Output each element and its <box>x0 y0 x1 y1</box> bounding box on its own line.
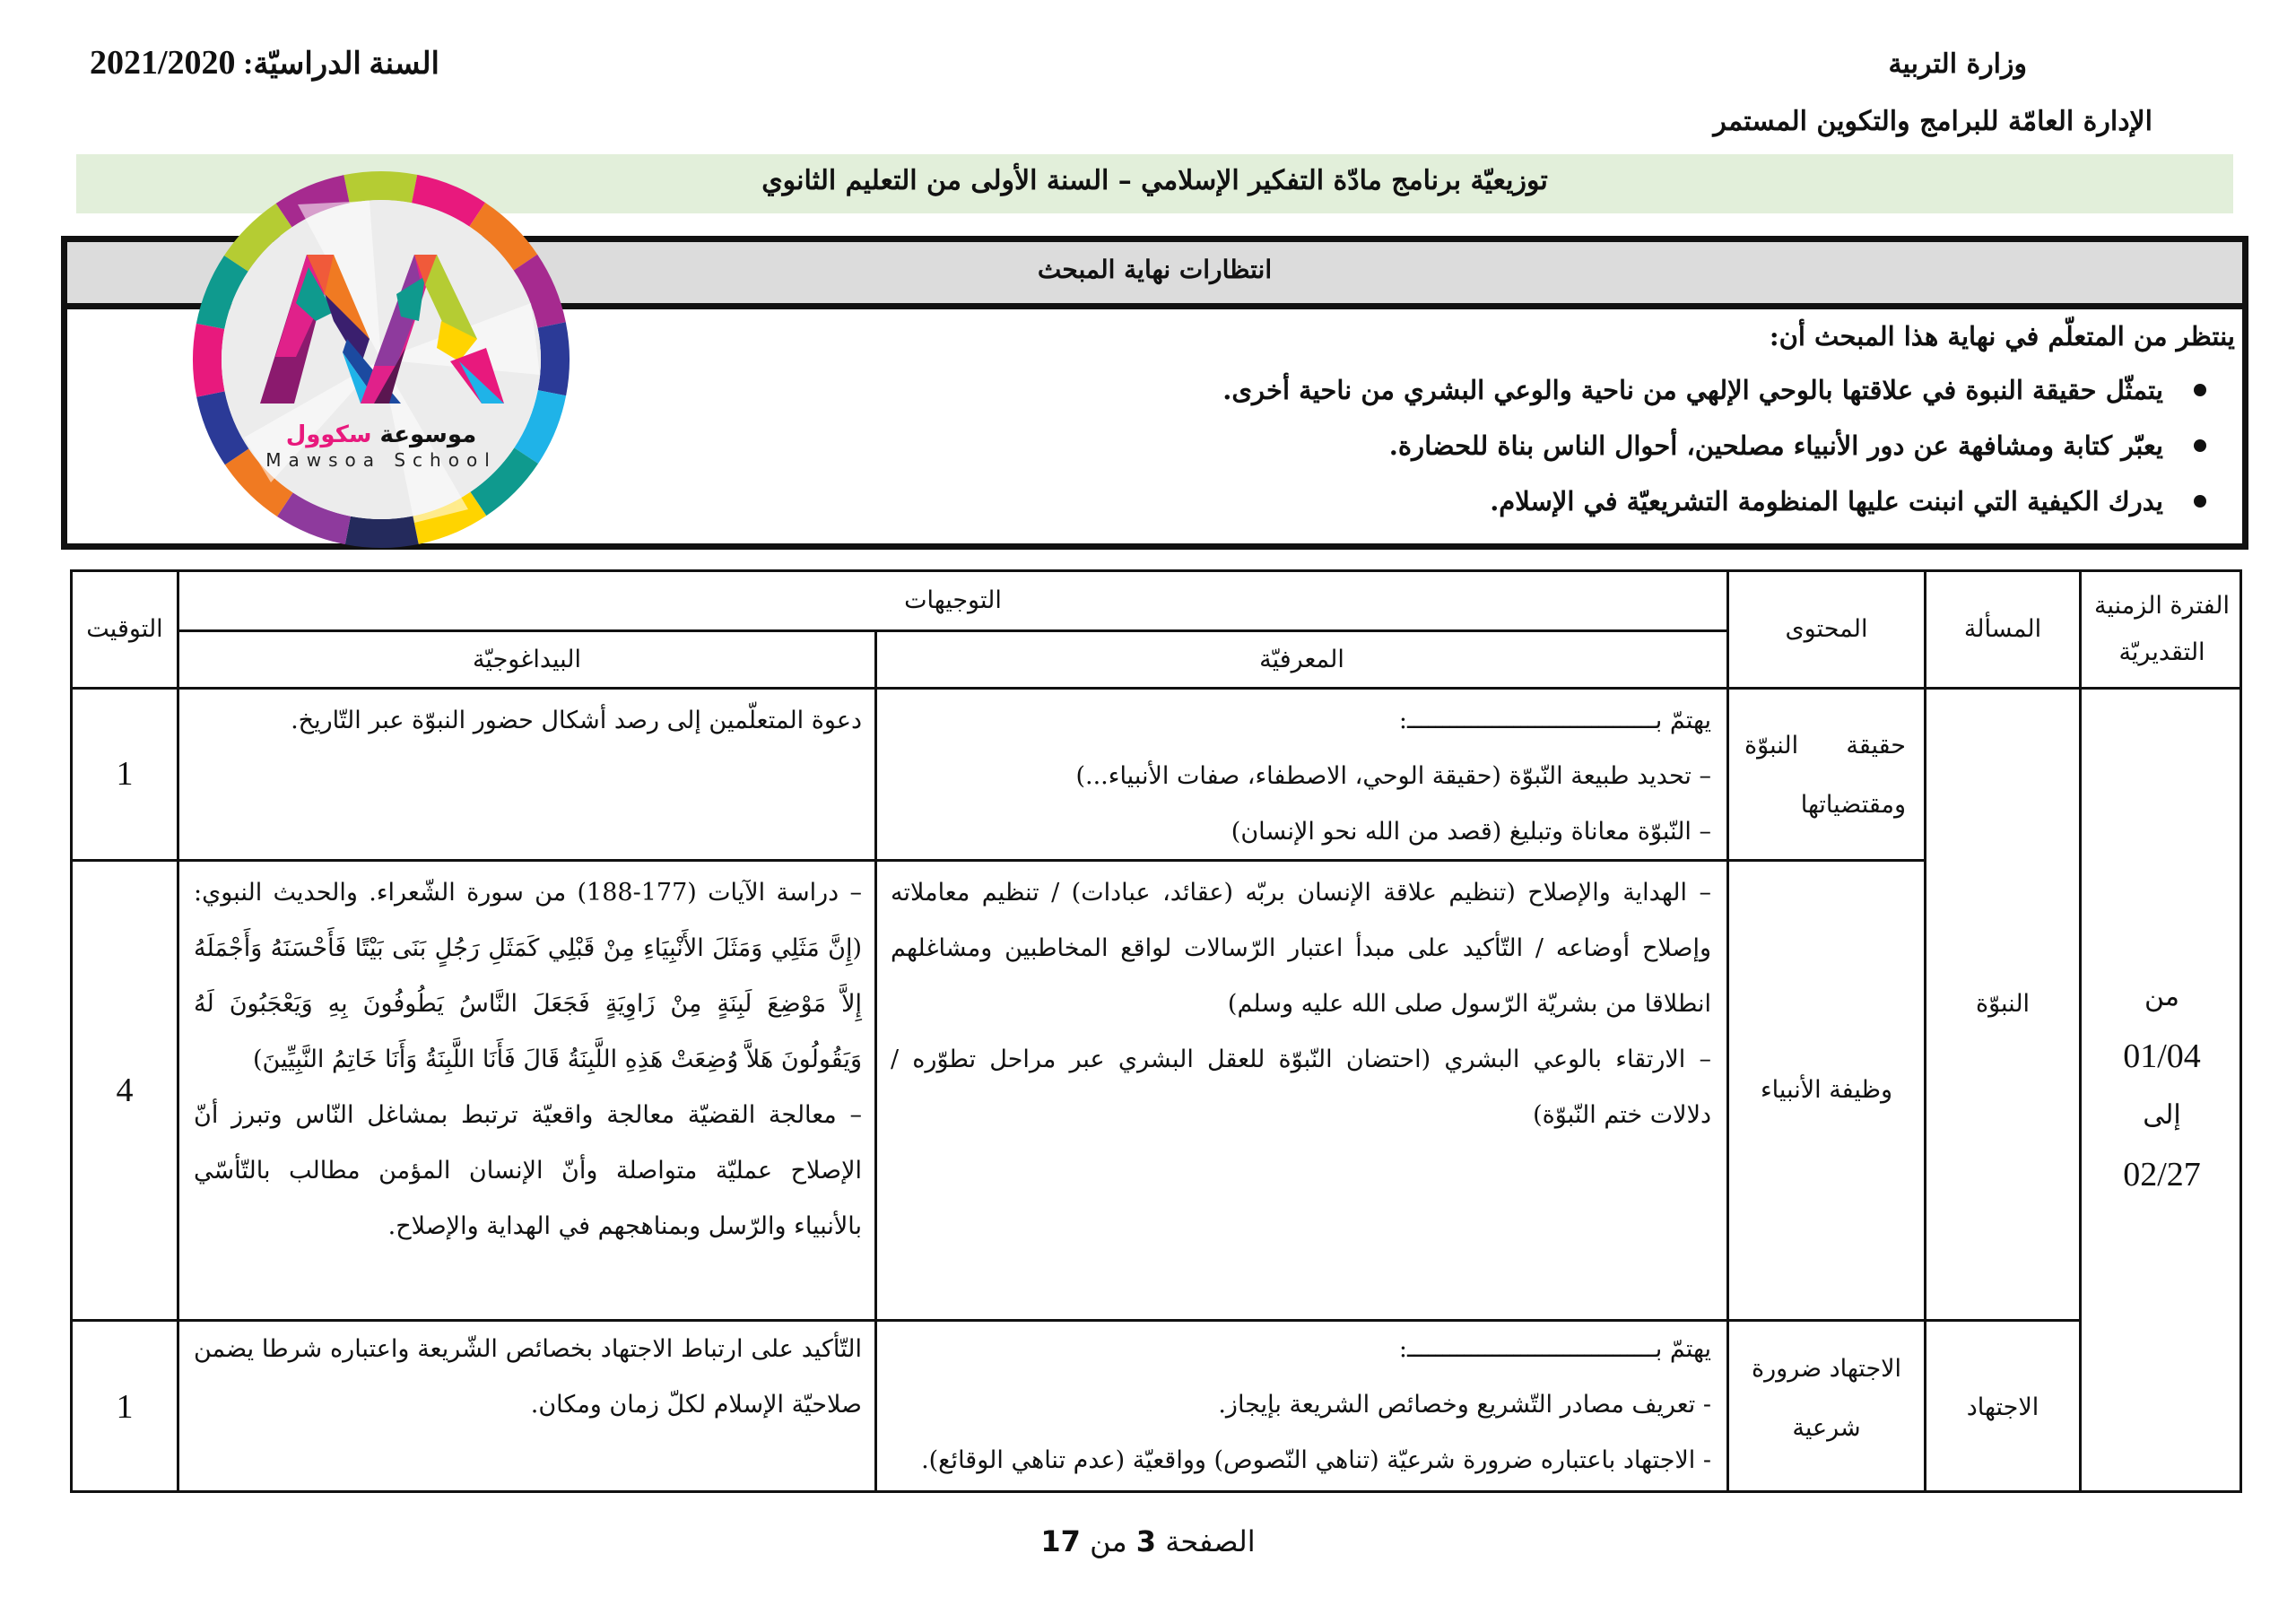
pedagogical-line: التّأكيد على ارتباط الاجتهاد بخصائص الشّريعة واعتباره شرطا يضمن صلاحيّة الإسلام لكلّ زمان ومكان. <box>194 1335 862 1419</box>
cognitive-line: – الارتقاء بالوعي البشري (احتضان النّبوّة للعقل البشري عبر مراحل تطوّره / دلالات ختم النّبوّة) <box>891 1046 1711 1129</box>
row1-pedagogical <box>194 690 862 749</box>
row1-timing: 1 <box>116 755 134 793</box>
logo-ring-segment <box>344 171 417 204</box>
row2-cognitive <box>891 862 1711 1143</box>
cognitive-line: - الاجتهاد باعتباره ضرورة شرعيّة (تناهي النّصوص) وواقعيّة (عدم تناهي الوقائع). <box>921 1446 1711 1474</box>
ministry-name: وزارة التربية <box>1888 48 2027 80</box>
period-cell <box>2082 690 2242 1493</box>
header-issue: المسألة <box>1963 615 2042 643</box>
row3-pedagogical <box>194 1322 862 1433</box>
header-pedagogical: البيداغوجيّة <box>472 646 582 673</box>
school-year <box>90 43 466 82</box>
header-guidance: التوجيهات <box>904 586 1002 614</box>
header-cognitive: المعرفيّة <box>1259 646 1344 673</box>
logo-ring-segment <box>193 324 225 397</box>
header-timing: التوقيت <box>86 615 163 643</box>
pedagogical-line: دعوة المتعلّمين إلى رصد أشكال حضور النبوّة عبر التّاريخ. <box>291 707 862 734</box>
pedagogical-line: – دراسة الآيات (177-188) من سورة الشّعراء. والحديث النبوي: (إِنَّ مَثَلِي وَمَثَلَ الأَنْبِيَاءِ مِنْ قَبْلِي كَمَثَلِ رَجُلٍ بَنَى بَيْتًا فَأَحْسَنَهُ وَأَجْمَلَهُ إِلاَّ مَوْضِعَ لَبِنَةٍ مِنْ زَاوِيَةٍ فَجَعَلَ النَّاسُ يَطُوفُونَ بِهِ وَيَعْجَبُونَ لَهُ وَيَقُولُونَ هَلاَّ وُضِعَتْ هَذِهِ اللَّبِنَةُ قَالَ فَأَنَا اللَّبِنَةُ وَأَنَا خَاتِمُ النَّبِيِّينَ) <box>194 879 862 1073</box>
period-from-date: 01/04 <box>2123 1037 2201 1075</box>
cognitive-line: – الهداية والإصلاح (تنظيم علاقة الإنسان بربّه (عقائد، عبادات) / تنظيم معاملاته وإصلاح أوضاعه / التّأكيد على مبدأ اعتبار الرّسالات لواقع المخاطبين ومشاغلهم انطلاقا من بشريّة الرّسول صلى الله عليه وسلم) <box>891 879 1711 1018</box>
page-label: الصفحة <box>1165 1524 1256 1558</box>
expectation-text: يعبّر كتابة ومشافهة عن دور الأنبياء مصلحين، أحوال الناس بناة للحضارة. <box>1388 430 2163 461</box>
issue-prophethood: النبوّة <box>1975 990 2031 1018</box>
expectations-heading: انتظارات نهاية المبحث <box>1037 255 1273 284</box>
logo-ring-segment <box>537 322 570 395</box>
header-period: الفترة الزمنية التقديريّة <box>2093 592 2231 666</box>
logo-arabic-text: موسوعة سكوول <box>285 421 477 448</box>
school-year-label: السنة الدراسيّة: <box>243 48 440 81</box>
pedagogical-line: – معالجة القضيّة معالجة واقعيّة ترتبط بمشاغل النّاس وتبرز أنّ الإصلاح عمليّة متواصلة وأنّ الإنسان المؤمن مطالب بالتّأسّي بالأنبياء والرّسل وبمناهجهم في الهداية والإصلاح. <box>194 1101 862 1240</box>
bullet-icon <box>2194 439 2206 452</box>
expectations-intro: ينتظر من المتعلّم في نهاية هذا المبحث أن: <box>1769 321 2235 352</box>
page-total: 17 <box>1040 1524 1081 1558</box>
mawsoa-school-logo <box>190 169 572 551</box>
school-year-value: 2021/2020 <box>90 44 236 82</box>
cognitive-line: يهتمّ بـــــــــــــــــــــــــــــــــــ: <box>1398 707 1711 734</box>
page-footer <box>0 1524 2296 1558</box>
bullet-icon <box>2194 495 2206 508</box>
row3-cognitive <box>891 1322 1711 1488</box>
row2-content: وظيفة الأنبياء <box>1760 1076 1893 1104</box>
cognitive-line: – تحديد طبيعة النّبوّة (حقيقة الوحي، الاصطفاء، صفات الأنبياء...) <box>1075 762 1711 790</box>
expectation-item <box>1490 486 2206 516</box>
cognitive-line: يهتمّ بـــــــــــــــــــــــــــــــــــ: <box>1398 1335 1711 1363</box>
period-from-label: من <box>2144 981 2179 1012</box>
row1-cognitive <box>891 690 1711 860</box>
logo-ring-segment <box>345 516 419 548</box>
program-table <box>70 569 2242 1493</box>
header-content: المحتوى <box>1785 615 1868 643</box>
logo-latin-text: Mawsoa School <box>265 449 497 471</box>
issue-ijtihad: الاجتهاد <box>1966 1393 2039 1421</box>
row3-timing: 1 <box>116 1388 134 1426</box>
page-of-label: من <box>1090 1524 1127 1558</box>
row2-pedagogical <box>194 862 862 1254</box>
bullet-icon <box>2194 384 2206 396</box>
expectation-text: يتمثّل حقيقة النبوة في علاقتها بالوحي الإلهي من ناحية والوعي البشري من ناحية أخرى. <box>1222 375 2163 405</box>
period-to-label: إلى <box>2143 1099 2181 1131</box>
row3-content: الاجتهاد ضرورة شرعية <box>1751 1355 1902 1442</box>
period-to-date: 02/27 <box>2123 1156 2201 1193</box>
row1-content: حقيقة النبوّة ومقتضياتها <box>1744 732 1906 819</box>
directorate-name: الإدارة العامّة للبرامج والتكوين المستمر <box>1713 106 2152 137</box>
cognitive-line: - تعريف مصادر التّشريع وخصائص الشريعة بإيجاز. <box>1218 1391 1711 1419</box>
document-title: توزيعيّة برنامج مادّة التفكير الإسلامي – السنة الأولى من التعليم الثانوي <box>761 165 1548 196</box>
expectation-text: يدرك الكيفية التي انبنت عليها المنظومة التشريعيّة في الإسلام. <box>1490 486 2163 516</box>
expectation-item <box>1389 430 2206 461</box>
row2-timing: 4 <box>116 1072 134 1109</box>
cognitive-line: – النّبوّة معاناة وتبليغ (قصد من الله نحو الإنسان) <box>1231 818 1711 846</box>
expectation-item <box>1222 375 2206 405</box>
page-current: 3 <box>1135 1524 1157 1558</box>
